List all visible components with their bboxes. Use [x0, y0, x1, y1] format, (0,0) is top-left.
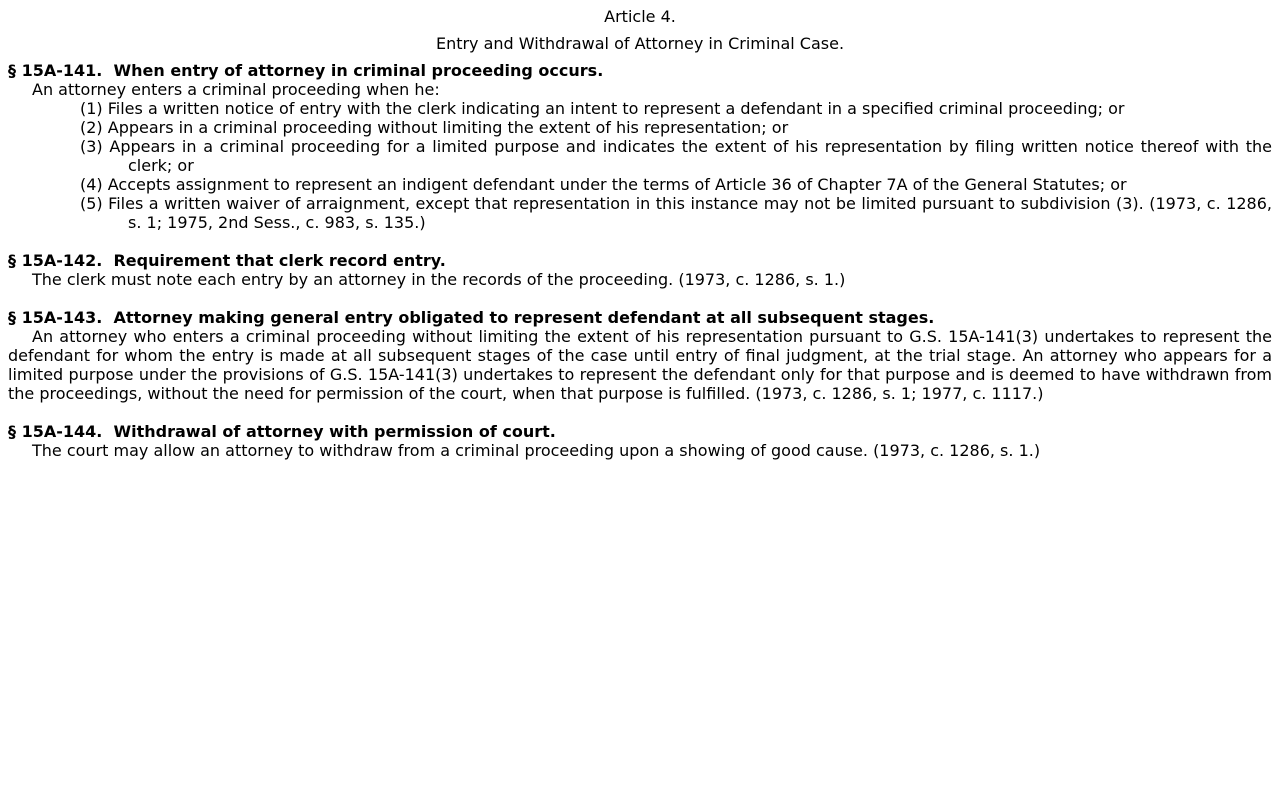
- section-heading: § 15A-143. Attorney making general entry obligated to represent defendant at all subsequent stages.: [8, 308, 935, 327]
- section-15a-144: [8, 422, 1272, 460]
- subdivision-item: (4) Accepts assignment to represent an indigent defendant under the terms of Article 36 of Chapter 7A of the General Statutes; or: [80, 175, 1127, 194]
- section-15a-141: [8, 61, 1272, 232]
- subdivision-item: (1) Files a written notice of entry with the clerk indicating an intent to represent a defendant in a specified criminal proceeding; or: [80, 99, 1125, 118]
- section-lead: An attorney enters a criminal proceeding when he:: [32, 80, 440, 99]
- subdivision-item: (3) Appears in a criminal proceeding for a limited purpose and indicates the extent of his representation by filing written notice thereof with the clerk; or: [80, 137, 1272, 175]
- subdivision-list: [8, 99, 1272, 232]
- section-body: An attorney who enters a criminal proceeding without limiting the extent of his representation pursuant to G.S. 15A-141(3) undertakes to represent the defendant for whom the entry is made at all subsequent stages of the case until entry of final judgment, at the trial stage. An attorney who appears for a limited purpose under the provisions of G.S. 15A-141(3) undertakes to represent the defendant only for that purpose and is deemed to have withdrawn from the proceedings, without the need for permission of the court, when that purpose is fulfilled. (1973, c. 1286, s. 1; 1977, c. 1117.): [8, 327, 1272, 403]
- section-15a-143: [8, 308, 1272, 403]
- section-body: The clerk must note each entry by an attorney in the records of the proceeding. (1973, c. 1286, s. 1.): [32, 270, 846, 289]
- subdivision-item: (5) Files a written waiver of arraignment, except that representation in this instance may not be limited pursuant to subdivision (3). (1973, c. 1286, s. 1; 1975, 2nd Sess., c. 983, s. 135.): [80, 194, 1272, 232]
- section-heading: § 15A-144. Withdrawal of attorney with permission of court.: [8, 422, 556, 441]
- section-15a-142: [8, 251, 1272, 289]
- section-heading: § 15A-142. Requirement that clerk record entry.: [8, 251, 446, 270]
- subdivision-item: (2) Appears in a criminal proceeding without limiting the extent of his representation; or: [80, 118, 789, 137]
- section-body: The court may allow an attorney to withdraw from a criminal proceeding upon a showing of good cause. (1973, c. 1286, s. 1.): [32, 441, 1041, 460]
- article-title: Article 4.: [604, 7, 676, 26]
- section-heading: § 15A-141. When entry of attorney in criminal proceeding occurs.: [8, 61, 604, 80]
- article-subtitle: Entry and Withdrawal of Attorney in Criminal Case.: [435, 34, 845, 53]
